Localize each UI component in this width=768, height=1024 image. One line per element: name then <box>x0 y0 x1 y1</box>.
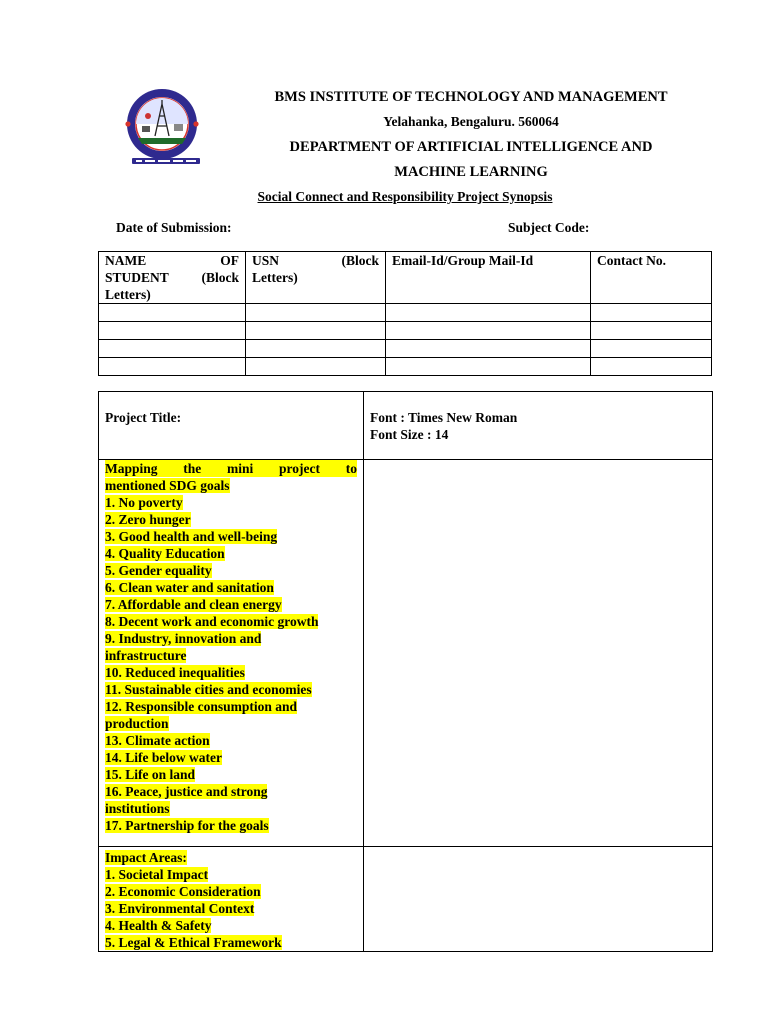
impact-areas-list <box>105 866 357 951</box>
list-item: 7. Affordable and clean energy <box>105 597 282 612</box>
list-item: production <box>105 716 169 731</box>
list-item: 5. Gender equality <box>105 563 212 578</box>
impact-areas-row <box>99 847 713 952</box>
table-row <box>99 304 712 322</box>
cell-contact[interactable] <box>591 304 712 322</box>
list-item: 11. Sustainable cities and economies <box>105 682 312 697</box>
list-item: 14. Life below water <box>105 750 222 765</box>
header-email: Email-Id/Group Mail-Id <box>386 252 591 304</box>
sdg-goals-cell <box>99 460 364 847</box>
department-line-1: DEPARTMENT OF ARTIFICIAL INTELLIGENCE AND <box>289 139 653 155</box>
list-item: infrastructure <box>105 648 187 663</box>
institute-logo <box>112 88 216 168</box>
list-item: 6. Clean water and sanitation <box>105 580 274 595</box>
cell-email[interactable] <box>386 340 591 358</box>
list-item: 10. Reduced inequalities <box>105 665 245 680</box>
department-line-2: MACHINE LEARNING <box>394 164 548 180</box>
header-name-of-student: NAME OF STUDENT (Block Letters) <box>99 252 246 304</box>
impact-areas-value-cell[interactable] <box>364 847 713 952</box>
cell-contact[interactable] <box>591 322 712 340</box>
list-item: 4. Quality Education <box>105 546 225 561</box>
subject-code-label: Subject Code: <box>508 220 590 235</box>
project-title-label: Project Title: <box>105 410 182 425</box>
list-item: 1. No poverty <box>105 495 183 510</box>
table-row <box>99 322 712 340</box>
table-header-row <box>99 252 712 304</box>
list-item: 12. Responsible consumption and <box>105 699 298 714</box>
cell-contact[interactable] <box>591 358 712 376</box>
list-item: 17. Partnership for the goals <box>105 818 269 833</box>
institute-name: BMS INSTITUTE OF TECHNOLOGY AND MANAGEMENT <box>274 89 668 105</box>
list-item: 13. Climate action <box>105 733 210 748</box>
sdg-mapping-value-cell[interactable] <box>364 460 713 847</box>
cell-usn[interactable] <box>246 358 386 376</box>
table-row <box>99 340 712 358</box>
cell-usn[interactable] <box>246 322 386 340</box>
cell-email[interactable] <box>386 304 591 322</box>
list-item: 8. Decent work and economic growth <box>105 614 319 629</box>
header-contact-no: Contact No. <box>591 252 712 304</box>
sdg-heading-line-1: Mapping the mini project to <box>105 461 357 476</box>
cell-name[interactable] <box>99 358 246 376</box>
font-note: Font : Times New Roman <box>370 410 518 425</box>
cell-email[interactable] <box>386 322 591 340</box>
date-of-submission-label: Date of Submission: <box>116 220 232 235</box>
list-item: institutions <box>105 801 170 816</box>
cell-name[interactable] <box>99 340 246 358</box>
font-size-note: Font Size : 14 <box>370 427 449 442</box>
list-item: 16. Peace, justice and strong <box>105 784 268 799</box>
project-title-label-cell <box>99 392 364 460</box>
impact-areas-cell <box>99 847 364 952</box>
project-table <box>98 391 713 952</box>
institute-address: Yelahanka, Bengaluru. 560064 <box>383 114 559 129</box>
project-title-row <box>99 392 713 460</box>
cell-usn[interactable] <box>246 304 386 322</box>
document-title: Social Connect and Responsibility Project Synopsis <box>257 189 553 204</box>
list-item: 3. Good health and well-being <box>105 529 278 544</box>
table-row <box>99 358 712 376</box>
impact-areas-heading: Impact Areas: <box>105 850 187 865</box>
project-title-value-cell[interactable] <box>364 392 713 460</box>
list-item: 2. Zero hunger <box>105 512 191 527</box>
student-details-table <box>98 251 712 376</box>
header-usn: USN (Block Letters) <box>246 252 386 304</box>
cell-usn[interactable] <box>246 340 386 358</box>
cell-name[interactable] <box>99 304 246 322</box>
list-item: 9. Industry, innovation and <box>105 631 262 646</box>
sdg-goals-list <box>105 494 357 834</box>
list-item: 3. Environmental Context <box>105 901 255 916</box>
cell-name[interactable] <box>99 322 246 340</box>
list-item: 4. Health & Safety <box>105 918 212 933</box>
list-item: 2. Economic Consideration <box>105 884 261 899</box>
list-item: 1. Societal Impact <box>105 867 209 882</box>
cell-contact[interactable] <box>591 340 712 358</box>
list-item: 15. Life on land <box>105 767 196 782</box>
cell-email[interactable] <box>386 358 591 376</box>
sdg-heading-line-2: mentioned SDG goals <box>105 478 230 493</box>
list-item: 5. Legal & Ethical Framework <box>105 935 282 950</box>
sdg-mapping-row <box>99 460 713 847</box>
